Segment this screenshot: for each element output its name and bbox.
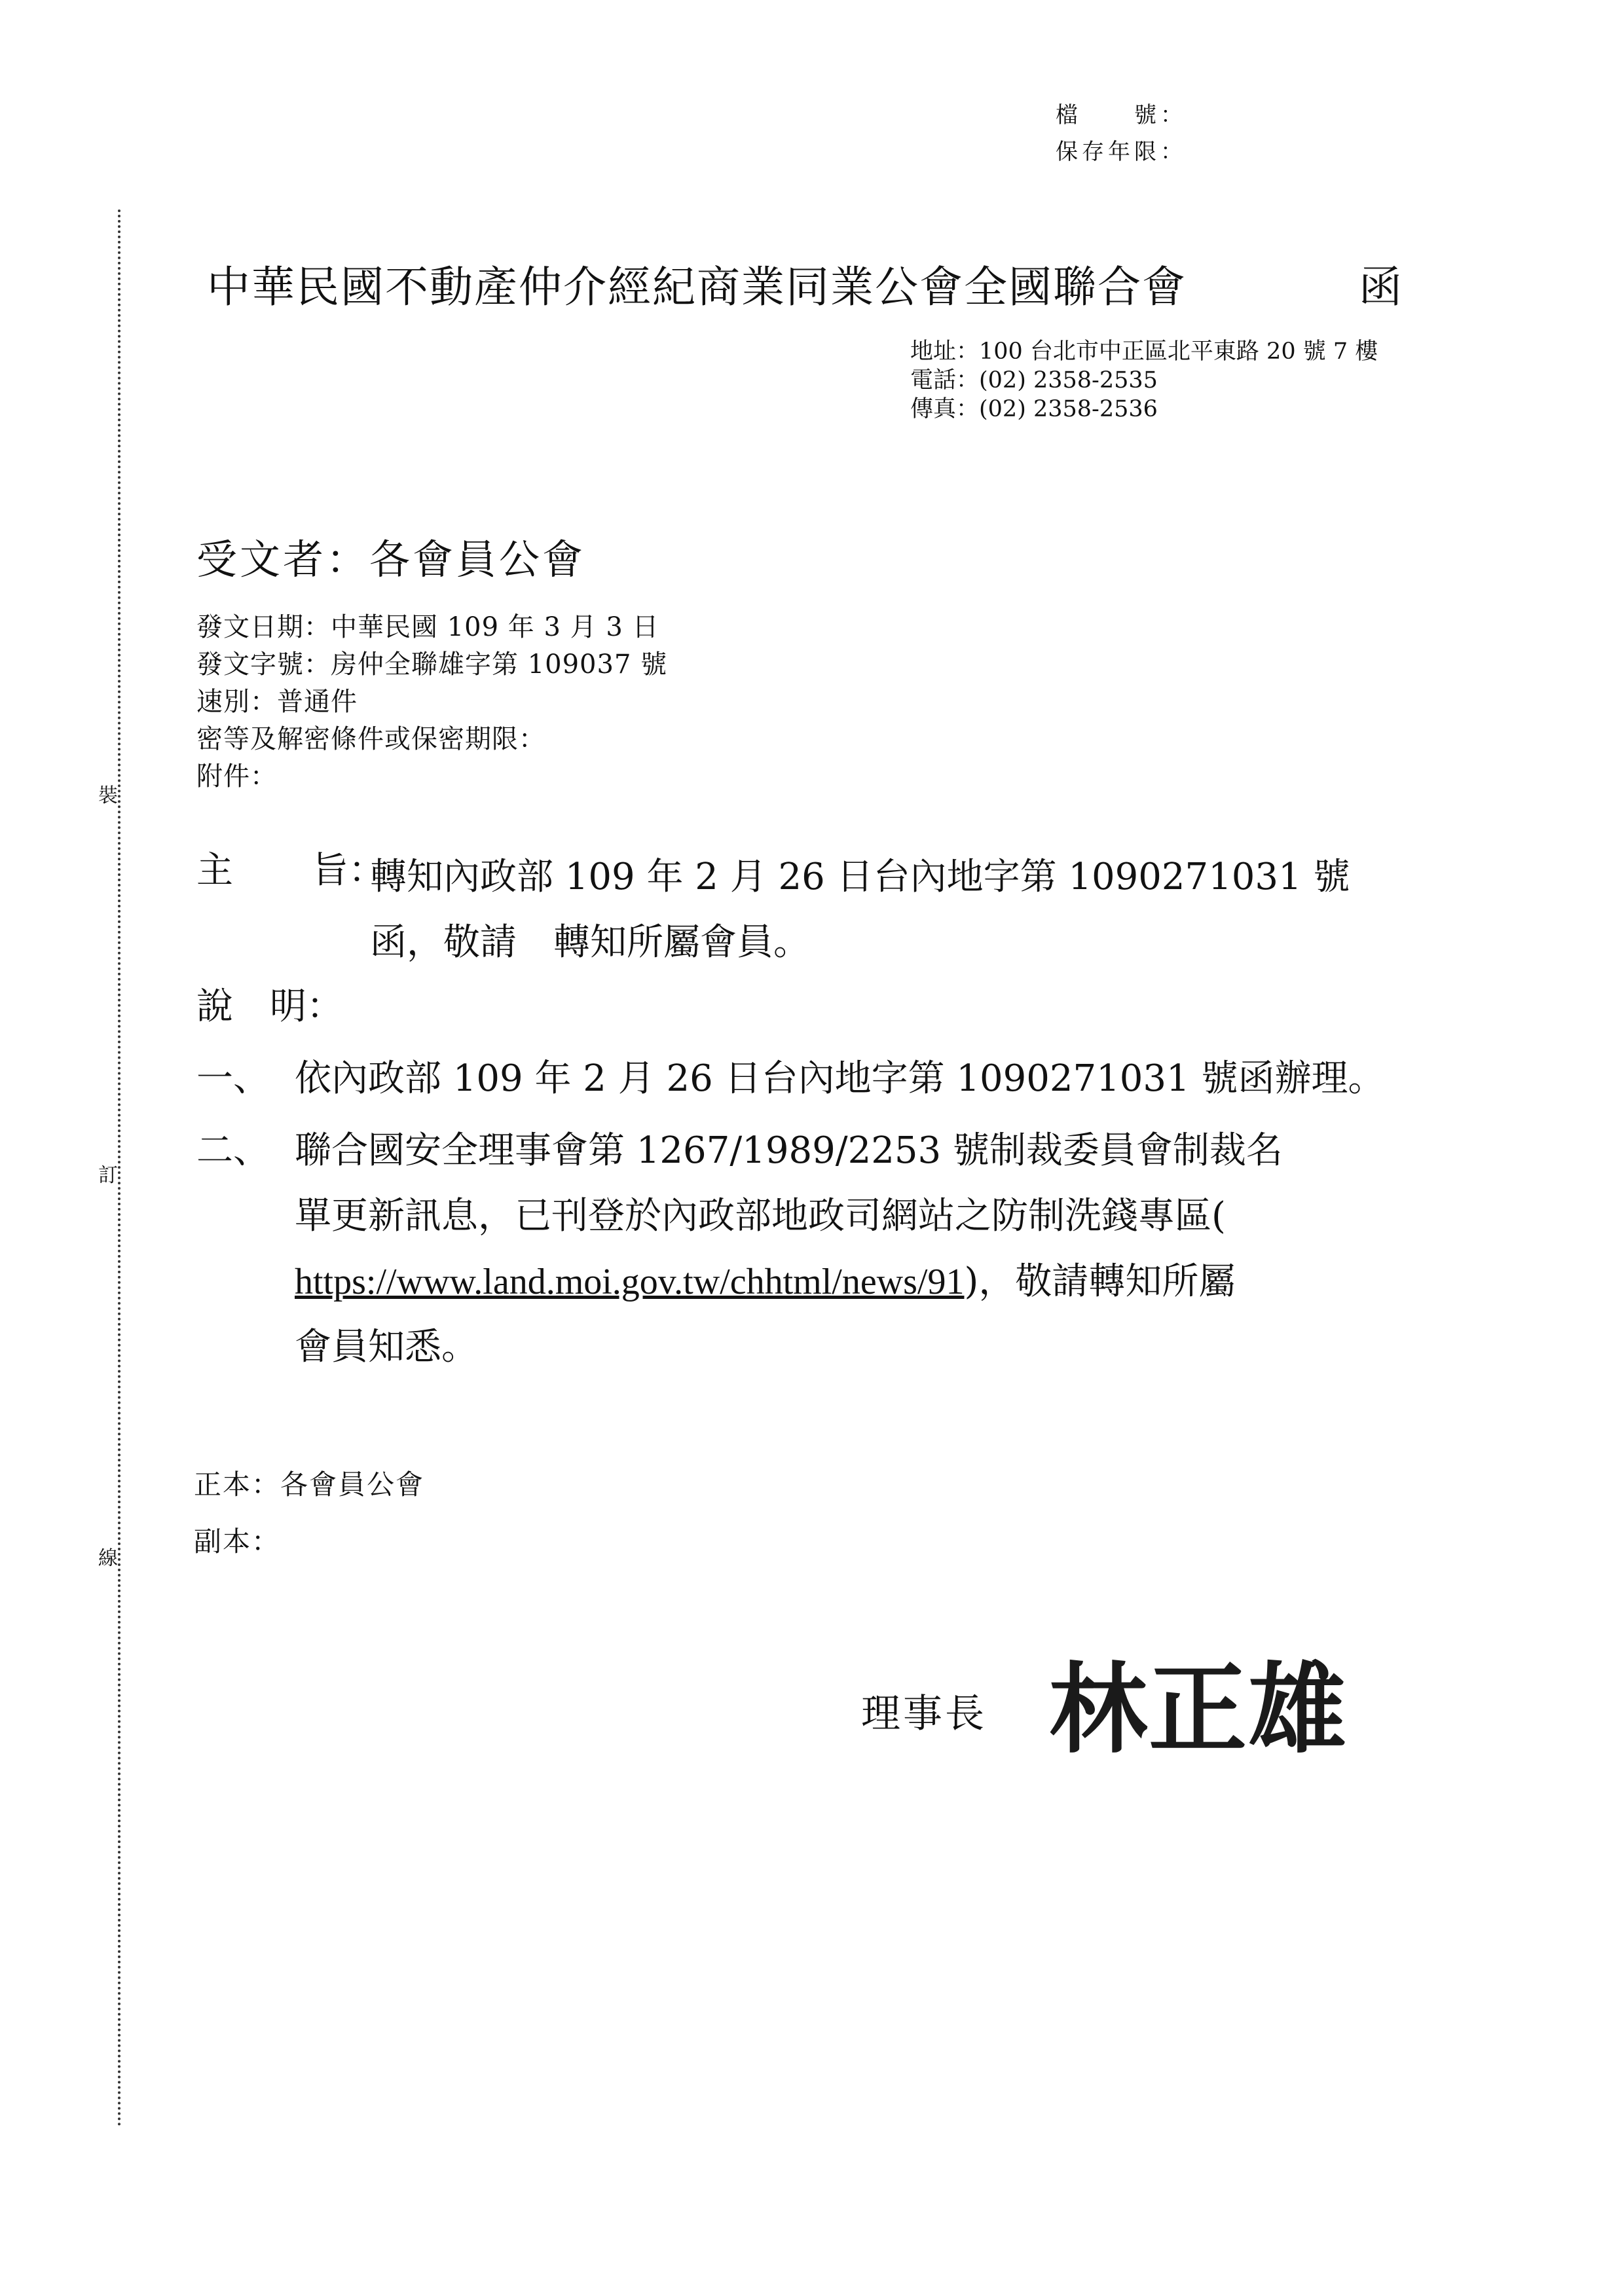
signer-title: 理事長: [861, 1691, 987, 1737]
subject-line-2: 函，敬請 轉知所屬會員。: [370, 921, 810, 964]
item-2-line-1: 聯合國安全理事會第 1267/1989/2253 號制裁委員會制裁名: [295, 1129, 1283, 1172]
explanation-label: 說 明：: [196, 985, 343, 1028]
item-2-line-4: 會員知悉。: [295, 1326, 478, 1368]
reference-number: 發文字號：房仲全聯雄字第 109037 號: [196, 649, 668, 680]
binding-char-top: 裝: [98, 784, 118, 807]
original-copy: 正本：各會員公會: [194, 1468, 425, 1501]
document-meta: [196, 609, 667, 795]
subject-line-1: 轉知內政部 109 年 2 月 26 日台內地字第 1090271031 號: [370, 856, 1350, 898]
item-2-line-3: [295, 1252, 1235, 1305]
subject-label-2: 旨：: [312, 849, 385, 892]
retention-label: 保存年限：: [1056, 139, 1187, 165]
subject-label: [196, 841, 385, 894]
fax: 傳真：(02) 2358-2536: [910, 396, 1158, 422]
signature: 林正雄: [1049, 1653, 1348, 1767]
file-number-label: 檔 號：: [1056, 102, 1187, 128]
document-type: 函: [1359, 262, 1402, 312]
subject-label-1: 主: [196, 849, 233, 892]
file-info: [1056, 97, 1187, 170]
speed: 速別：普通件: [196, 687, 358, 717]
phone: 電話：(02) 2358-2535: [910, 367, 1158, 393]
binding-char-bottom: 線: [98, 1547, 118, 1570]
item-2-line-3-rest: )，敬請轉知所屬: [964, 1260, 1236, 1303]
organization-title: 中華民國不動產仲介經紀商業同業公會全國聯合會: [207, 262, 1187, 312]
item-number-2: 二、: [196, 1129, 270, 1172]
contact-block: [910, 337, 1378, 424]
attachment: 附件：: [196, 761, 277, 792]
binding-char-middle: 訂: [98, 1164, 118, 1187]
secrecy: 密等及解密條件或保密期限：: [196, 724, 545, 754]
address: 地址：100 台北市中正區北平東路 20 號 7 樓: [910, 338, 1378, 365]
recipient: 受文者：各會員公會: [196, 536, 586, 583]
item-1-text: 依內政部 109 年 2 月 26 日台內地字第 1090271031 號函辦理。: [295, 1057, 1385, 1100]
item-2-line-2: 單更新訊息，已刊登於內政部地政司網站之防制洗錢專區(: [295, 1195, 1226, 1237]
binding-line: [118, 210, 120, 2128]
item-number-1: 一、: [196, 1057, 270, 1100]
moi-aml-link[interactable]: https://www.land.moi.gov.tw/chhtml/news/91: [295, 1262, 965, 1302]
issue-date: 發文日期：中華民國 109 年 3 月 3 日: [196, 612, 659, 642]
duplicate-copy: 副本：: [194, 1525, 281, 1558]
